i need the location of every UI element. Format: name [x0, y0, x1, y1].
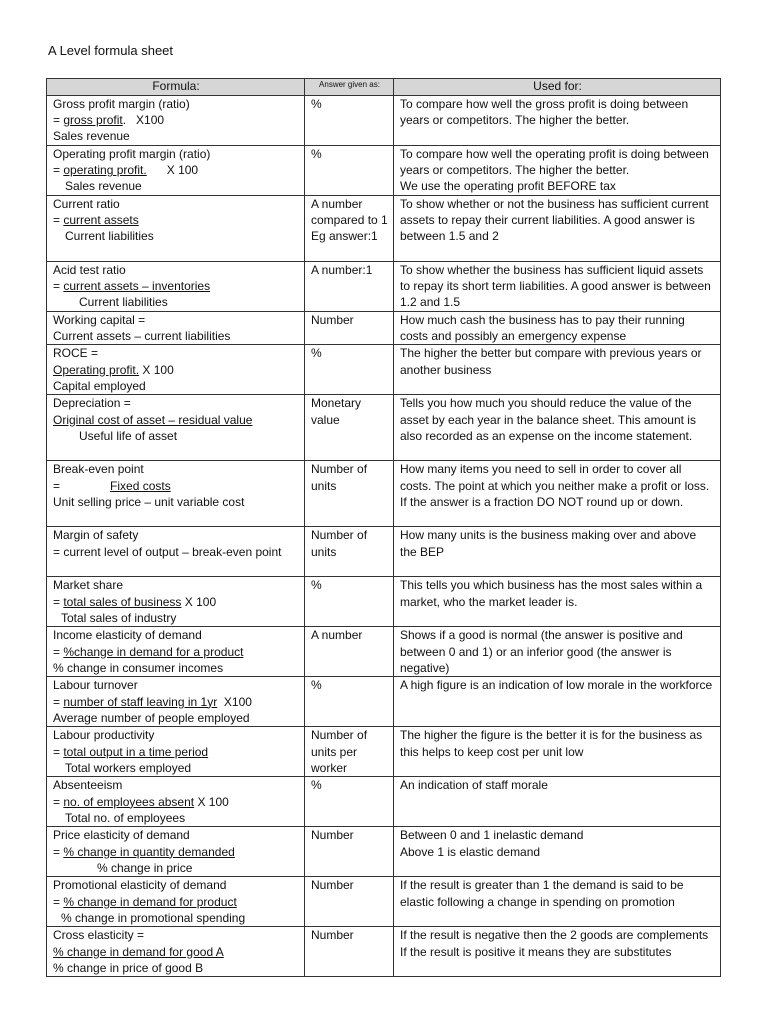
formula-cell [47, 262, 305, 312]
answer-cell [305, 395, 394, 461]
formula-denominator: Total workers employed [65, 760, 192, 775]
answer-cell [305, 827, 394, 877]
answer-text: A number:1 [311, 263, 373, 277]
formula-numerator: % change in demand for product [63, 894, 237, 909]
answer-cell [305, 877, 394, 927]
answer-text: % [311, 97, 322, 111]
formula-denominator: % change in price of good B [53, 960, 204, 975]
formula-cell [47, 146, 305, 196]
used-for-cell [394, 146, 721, 196]
formula-name: Margin of safety [53, 528, 139, 543]
used-for-text: Between 0 and 1 inelastic demand [400, 828, 584, 843]
answer-text: A number [311, 628, 363, 643]
used-for-text: Tells you how much you should reduce the value of the asset by each year in the balance sheet. This amount is also recorded as an expense on the income statement. [400, 396, 696, 443]
formula-equals: = [53, 478, 61, 493]
formula-line: = gross profit. X100 [53, 113, 165, 128]
formula-name: Working capital = [53, 313, 146, 327]
formula-multiplier: X 100 [197, 794, 229, 809]
formula-line [53, 362, 299, 378]
formula-numerator: % change in quantity demanded [63, 844, 235, 859]
answer-text: Monetary value [311, 396, 362, 427]
formula-name: ROCE = [53, 346, 99, 361]
formula-multiplier: X100 [136, 113, 165, 128]
formula-denominator: % change in consumer incomes [53, 660, 224, 675]
answer-cell [305, 627, 394, 677]
answer-cell [305, 461, 394, 527]
used-for-text: How much cash the business has to pay their running costs and possibly an emergency expense [400, 313, 685, 344]
formula-cell [47, 461, 305, 527]
used-for-cell [394, 577, 721, 627]
formula-cell [47, 727, 305, 777]
used-for-text: If the result is positive it means they are substitutes [400, 944, 672, 959]
formula-cell [47, 345, 305, 395]
formula-numerator: %change in demand for a product [63, 644, 244, 659]
formula-denominator: % change in price [97, 860, 193, 875]
formula-name: Income elasticity of demand [53, 628, 202, 643]
used-for-cell [394, 727, 721, 777]
used-for-cell [394, 827, 721, 877]
answer-text: A number compared to 1 [311, 197, 388, 228]
table-row [47, 677, 721, 727]
answer-cell [305, 527, 394, 577]
used-for-cell [394, 461, 721, 527]
formula-multiplier: X 100 [142, 362, 174, 377]
table-row [47, 577, 721, 627]
formula-name: Cross elasticity = [53, 928, 145, 943]
formula-line: = %change in demand for a product [53, 644, 244, 659]
formula-cell [47, 927, 305, 977]
used-for-cell [394, 196, 721, 262]
formula-name: Absenteeism [53, 778, 123, 793]
answer-text: Eg answer:1 [311, 229, 378, 244]
answer-text: Number of units [311, 528, 368, 559]
table-row [47, 461, 721, 527]
table-row [47, 877, 721, 927]
answer-text: % [311, 147, 322, 161]
formula-numerator: operating profit. [63, 163, 147, 178]
formula-denominator: Current liabilities [79, 295, 168, 310]
used-for-cell [394, 777, 721, 827]
formula-line: = operating profit. X 100 [53, 163, 199, 178]
formula-name: Acid test ratio [53, 263, 126, 277]
formula-denominator: % change in promotional spending [61, 910, 246, 925]
formula-denominator: Capital employed [53, 378, 146, 393]
used-for-text: How many units is the business making over and above the BEP [400, 528, 697, 559]
formula-line: = current assets [53, 213, 139, 228]
formula-cell [47, 777, 305, 827]
formula-cell [47, 677, 305, 727]
formula-numerator: total output in a time period [63, 744, 209, 759]
formula-numerator: current assets – inventories [63, 279, 211, 294]
used-for-cell [394, 927, 721, 977]
used-for-text: If the answer is a fraction DO NOT round up or down. [400, 494, 684, 509]
used-for-text: To show whether or not the business has sufficient current assets to repay their current liabilities. A good answer is between 1.5 and 2 [400, 197, 709, 244]
header-formula: Formula: [47, 79, 305, 96]
answer-text: Number [311, 928, 354, 943]
answer-cell [305, 96, 394, 146]
formula-line: = total sales of business X 100 [53, 594, 217, 609]
answer-text: % [311, 778, 322, 793]
header-answer: Answer given as: [305, 79, 394, 96]
formula-name: Operating profit margin (ratio) [53, 147, 211, 161]
table-row [47, 262, 721, 312]
formula-denominator: Average number of people employed [53, 710, 250, 725]
answer-text: Number of units [311, 462, 368, 493]
table-row [47, 395, 721, 461]
formula-cell [47, 877, 305, 927]
formula-denominator: Total sales of industry [61, 610, 177, 625]
used-for-text: An indication of staff morale [400, 778, 548, 793]
formula-denominator: Unit selling price – unit variable cost [53, 494, 245, 509]
used-for-text: The higher the figure is the better it is for the business as this helps to keep cost per unit low [400, 728, 703, 759]
formula-denominator: Current liabilities [65, 229, 154, 244]
formula-numerator: Operating profit. [53, 362, 140, 377]
answer-cell [305, 777, 394, 827]
used-for-text: If the result is greater than 1 the demand is said to be elastic following a change in spending on promotion [400, 878, 684, 909]
answer-text: Number [311, 878, 354, 893]
table-row [47, 727, 721, 777]
answer-text: % [311, 578, 322, 593]
formula-multiplier: X 100 [166, 163, 199, 178]
used-for-text: This tells you which business has the most sales within a market, who the market leader is. [400, 578, 703, 609]
formula-line: Current assets – current liabilities [53, 329, 231, 344]
formula-numerator: number of staff leaving in 1yr [63, 694, 218, 709]
used-for-text: To show whether the business has sufficient liquid assets to repay its short term liabilities. A good answer is between 1.2 and 1.5 [400, 263, 711, 310]
answer-text: % [311, 346, 322, 361]
formula-name: Current ratio [53, 197, 120, 211]
used-for-text: If the result is negative then the 2 goods are complements [400, 928, 709, 943]
formula-denominator: Total no. of employees [65, 810, 186, 825]
formula-denominator: Useful life of asset [79, 428, 178, 443]
formula-numerator: current assets [63, 213, 139, 228]
used-for-text: To compare how well the gross profit is doing between years or competitors. The higher the better. [400, 97, 689, 128]
formula-cell [47, 577, 305, 627]
formula-table [46, 78, 721, 977]
formula-cell [47, 196, 305, 262]
formula-line: = current assets – inventories [53, 279, 211, 294]
formula-line [53, 478, 299, 494]
used-for-cell [394, 96, 721, 146]
formula-name: Gross profit margin (ratio) [53, 97, 190, 111]
table-row [47, 196, 721, 262]
used-for-text: The higher the better but compare with previous years or another business [400, 346, 702, 377]
formula-cell [47, 312, 305, 345]
table-row [47, 777, 721, 827]
used-for-cell [394, 877, 721, 927]
formula-cell [47, 827, 305, 877]
answer-text: Number [311, 828, 354, 843]
used-for-text: We use the operating profit BEFORE tax [400, 179, 616, 194]
table-row [47, 927, 721, 977]
formula-line: = number of staff leaving in 1yr X100 [53, 694, 252, 709]
formula-denominator: Sales revenue [53, 129, 130, 144]
formula-name: Market share [53, 578, 124, 593]
formula-line: = % change in demand for product [53, 894, 237, 909]
answer-text: Number of units per worker [311, 728, 368, 775]
formula-numerator: gross profit [63, 113, 123, 128]
answer-text: % [311, 678, 322, 693]
formula-multiplier: X100 [223, 694, 252, 709]
used-for-cell [394, 627, 721, 677]
formula-line: = total output in a time period [53, 744, 209, 759]
answer-cell [305, 927, 394, 977]
answer-cell [305, 312, 394, 345]
formula-denominator: Sales revenue [65, 179, 142, 194]
formula-line: = no. of employees absent X 100 [53, 794, 229, 809]
answer-cell [305, 262, 394, 312]
used-for-cell [394, 262, 721, 312]
answer-cell [305, 727, 394, 777]
formula-numerator: no. of employees absent [63, 794, 195, 809]
used-for-text: To compare how well the operating profit is doing between years or competitors. The higher the better. [400, 147, 709, 178]
formula-name: Price elasticity of demand [53, 828, 190, 843]
table-row [47, 345, 721, 395]
table-row [47, 146, 721, 196]
used-for-text: How many items you need to sell in order to cover all costs. The point at which you neither make a profit or loss. [400, 462, 710, 493]
table-row [47, 312, 721, 345]
table-row [47, 527, 721, 577]
answer-text: Number [311, 313, 354, 327]
answer-cell [305, 345, 394, 395]
formula-numerator: % change in demand for good A [53, 944, 224, 959]
formula-name: Depreciation = [53, 396, 131, 411]
answer-cell [305, 677, 394, 727]
formula-line: = % change in quantity demanded [53, 844, 235, 859]
formula-multiplier: X 100 [184, 594, 217, 609]
formula-cell [47, 527, 305, 577]
table-row [47, 627, 721, 677]
formula-numerator: total sales of business [63, 594, 182, 609]
used-for-cell [394, 395, 721, 461]
used-for-cell [394, 677, 721, 727]
header-used-for: Used for: [394, 79, 721, 96]
answer-cell [305, 577, 394, 627]
formula-name: Labour productivity [53, 728, 155, 743]
formula-line: = current level of output – break-even point [53, 544, 282, 559]
formula-numerator: Fixed costs [110, 478, 171, 493]
used-for-cell [394, 345, 721, 395]
page-title: A Level formula sheet [48, 43, 174, 58]
used-for-text: A high figure is an indication of low morale in the workforce [400, 678, 713, 693]
table-row [47, 96, 721, 146]
formula-cell [47, 395, 305, 461]
table-row [47, 827, 721, 877]
used-for-text: Shows if a good is normal (the answer is positive and between 0 and 1) or an inferior good (the answer is negative) [400, 628, 683, 675]
formula-name: Promotional elasticity of demand [53, 878, 227, 893]
used-for-cell [394, 527, 721, 577]
answer-cell [305, 146, 394, 196]
used-for-cell [394, 312, 721, 345]
formula-numerator: Original cost of asset – residual value [53, 412, 253, 427]
formula-cell [47, 96, 305, 146]
table-header-row [47, 79, 721, 96]
formula-name: Break-even point [53, 462, 144, 477]
answer-cell [305, 196, 394, 262]
used-for-text: Above 1 is elastic demand [400, 844, 541, 859]
formula-name: Labour turnover [53, 678, 138, 693]
formula-cell [47, 627, 305, 677]
